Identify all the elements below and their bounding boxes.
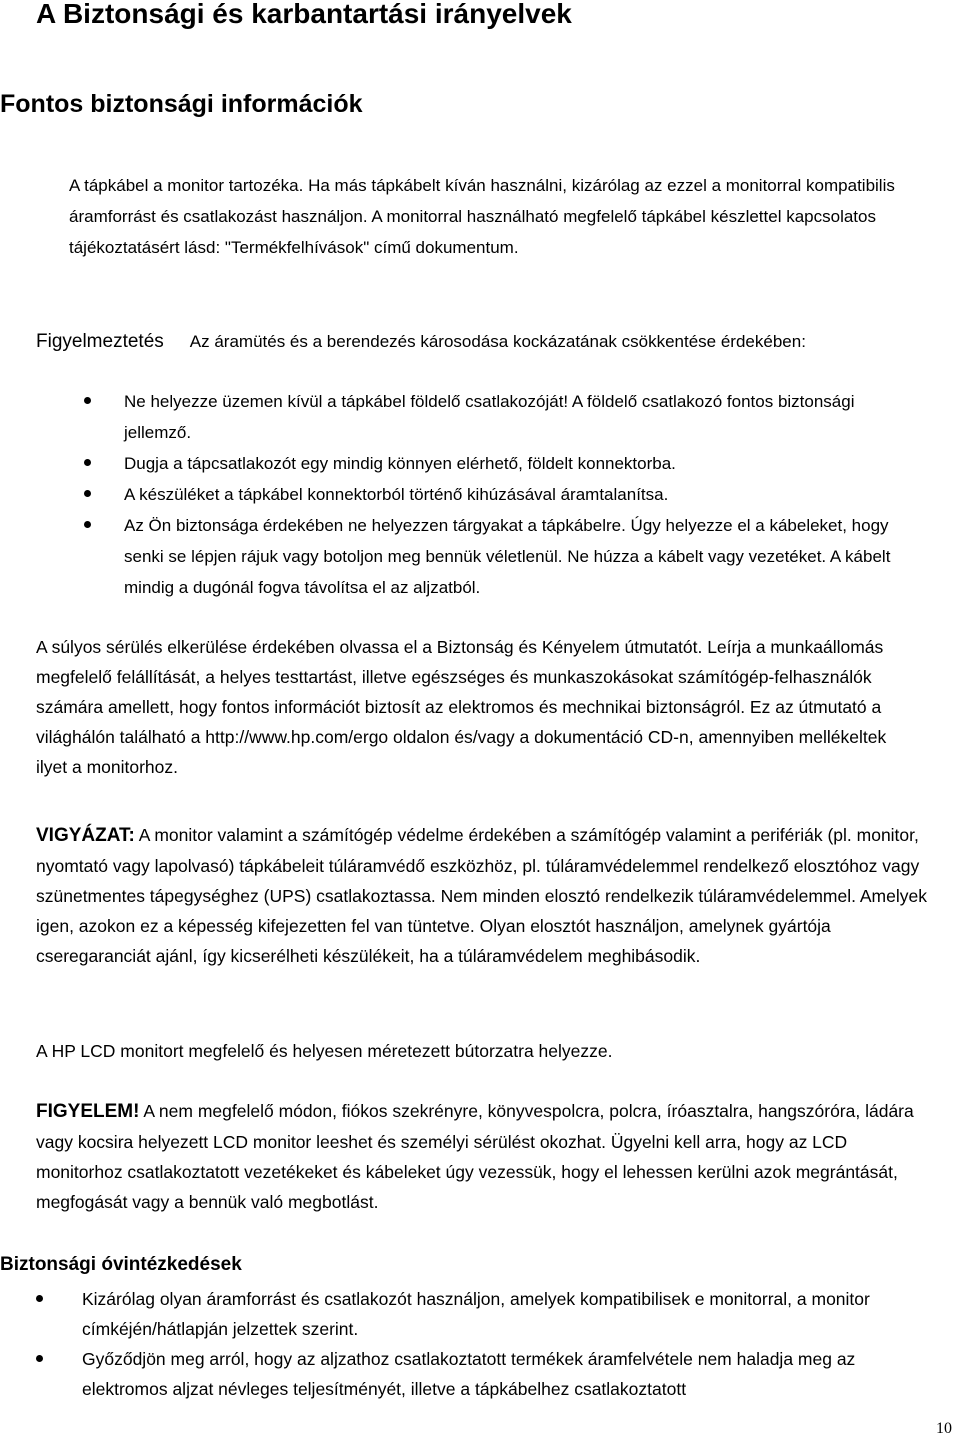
list-item: Dugja a tápcsatlakozót egy mindig könnyen elérhető, földelt konnektorba. [124,448,924,479]
caution-label: VIGYÁZAT: [36,825,135,846]
section-heading-safety-info: Fontos biztonsági információk [0,90,363,118]
list-item: Ne helyezze üzemen kívül a tápkábel földelő csatlakozóját! A földelő csatlakozó fontos biztonsági jellemző. [124,386,924,448]
furniture-paragraph: A HP LCD monitort megfelelő és helyesen méretezett bútorzatra helyezze. [36,1041,613,1061]
page-number: 10 [936,1420,952,1437]
warning-text: Az áramütés és a berendezés károsodása kockázatának csökkentése érdekében: [189,332,806,351]
list-item: Kizárólag olyan áramforrást és csatlakozót használjon, amelyek kompatibilisek e monitorral, a monitor címkéjén/hátlapján jelzettek szerint. [82,1284,922,1344]
bullet-icon [36,1295,45,1304]
warning-bullet-list [124,386,924,603]
bullet-icon [84,521,93,530]
list-item: A készüléket a tápkábel konnektorból történő kihúzásával áramtalanítsa. [124,479,924,510]
attention-block [36,1096,936,1217]
precautions-bullet-list [82,1284,922,1404]
caution-block [36,820,936,971]
bullet-icon [36,1355,45,1364]
section-heading-precautions: Biztonsági óvintézkedések [0,1254,242,1275]
list-item: Győződjön meg arról, hogy az aljzathoz csatlakoztatott termékek áramfelvétele nem haladja meg az elektromos aljzat névleges teljesítményét, illetve a tápkábelhez csatlakoztatott [82,1344,922,1404]
power-cord-intro-paragraph: A tápkábel a monitor tartozéka. Ha más tápkábelt kíván használni, kizárólag az ezzel a monitorral kompatibilis áramforrást és csatlakozást használjon. A monitorral használható megfelelő tápkábel készlettel kapcsolatos tájékoztatásért lásd: "Termékfelhívások" című dokumentum. [69,176,895,257]
page-title: A Biztonsági és karbantartási irányelvek [36,0,572,29]
bullet-icon [84,459,93,468]
ergonomics-paragraph: A súlyos sérülés elkerülése érdekében olvassa el a Biztonság és Kényelem útmutatót. Leírja a munkaállomás megfelelő felállítását, a helyes testtartást, illetve egészséges és munkaszokásokat számítógép-felhasználók számára amellett, hogy fontos információt biztosít az elektromos és mechnikai biztonságról. Ez az útmutató a világhálón található a http://www.hp.com/ergo oldalon és/vagy a dokumentáció CD-n, amennyiben mellékeltek ilyet a monitorhoz. [36,637,887,777]
warning-block [36,326,886,357]
bullet-icon [84,490,93,499]
bullet-icon [84,397,93,406]
attention-text: A nem megfelelő módon, fiókos szekrényre, könyvespolcra, polcra, íróasztalra, hangszóróra, ládára vagy kocsira helyezett LCD monitor leeshet és személyi sérülést okozhat. Ügyelni kell arra, hogy az LCD monitorhoz csatlakoztatott vezetékeket és kábeleket úgy vezessük, hogy el lehessen kerülni azok megrántását, megfogását vagy a bennük való megbotlást. [36,1101,914,1212]
list-item: Az Ön biztonsága érdekében ne helyezzen tárgyakat a tápkábelre. Úgy helyezze el a kábeleket, hogy senki se lépjen rájuk vagy botoljon meg bennük véletlenül. Ne húzza a kábelt vagy vezetéket. A kábelt mindig a dugónál fogva távolítsa el az aljzatból. [124,510,924,603]
caution-text: A monitor valamint a számítógép védelme érdekében a számítógép valamint a perifériák (pl. monitor, nyomtató vagy lapolvasó) tápkábeleit túláramvédő eszközhöz, pl. túláramvédelemmel rendelkező elosztóhoz vagy szünetmentes tápegységhez (UPS) csatlakoztassa. Nem minden elosztó rendelkezik túláramvédelemmel. Amelyek igen, azokon ez a képesség kifejezetten fel van tüntetve. Olyan elosztót használjon, amelynek gyártója cseregaranciát ajánl, így kicserélheti készülékeit, ha a túláramvédelem meghibásodik. [36,825,927,966]
warning-label: Figyelmeztetés [36,331,164,352]
attention-label: FIGYELEM! [36,1101,140,1122]
